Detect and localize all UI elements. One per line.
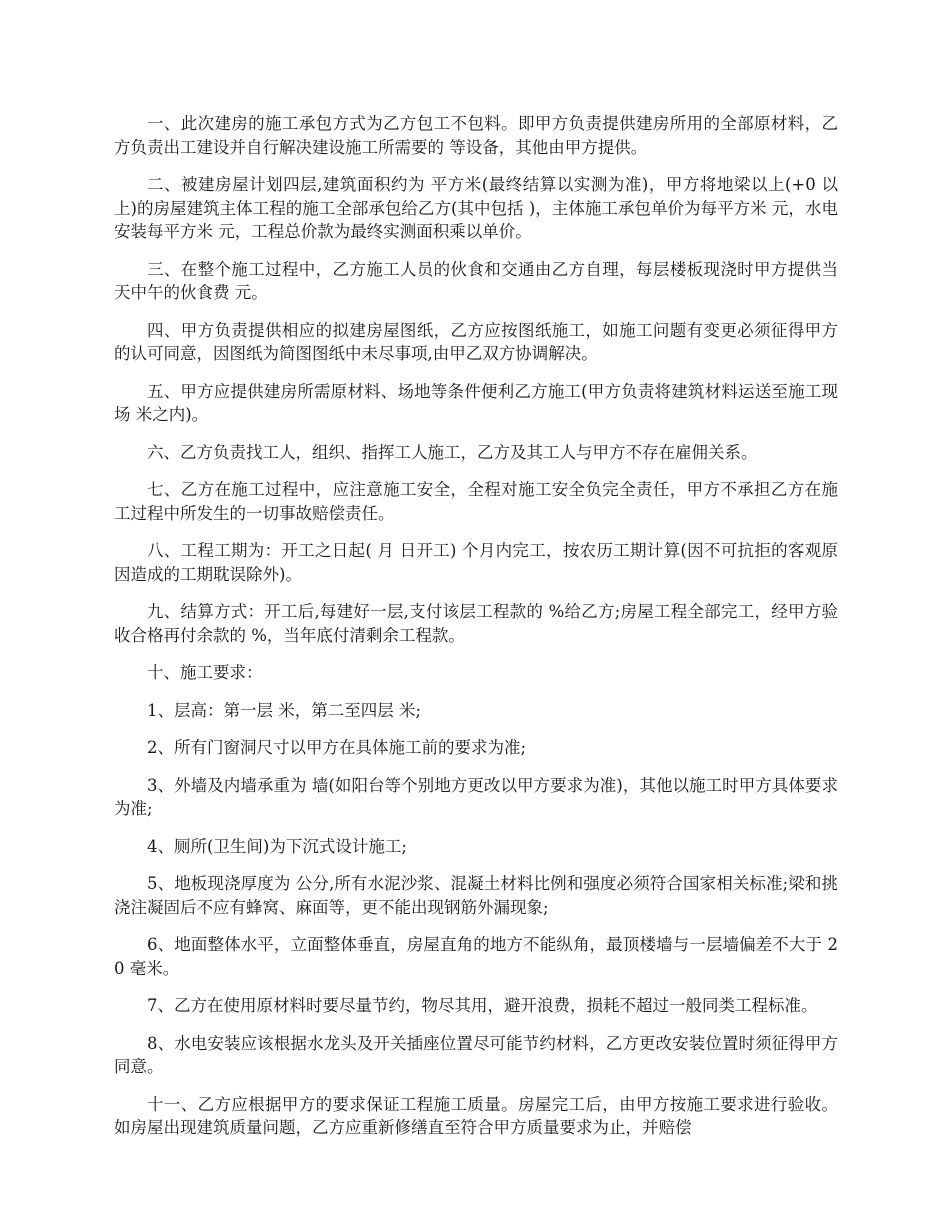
requirement-4: 4、厕所(卫生间)为下沉式设计施工; — [147, 836, 407, 856]
requirement-7: 7、乙方在使用原材料时要尽量节约，物尽其用，避开浪费，损耗不超过一般同类工程标准。 — [147, 996, 818, 1015]
requirement-8: 8、水电安装应该根据水龙头及开关插座位置尽可能节约材料，乙方更改安装位置时须征得甲方同意。 — [114, 1033, 838, 1076]
clause-2: 二、被建房屋计划四层,建筑面积约为 平方米(最终结算以实测为准)，甲方将地梁以上(+0 以上)的房屋建筑主体工程的施工全部承包给乙方(其中包括 )，主体施工承包单价为每平方米 元，水电安装每平方米 元，工程总价款为最终实测面积乘以单价。 — [114, 175, 838, 241]
clause-3: 三、在整个施工过程中，乙方施工人员的伙食和交通由乙方自理，每层楼板现浇时甲方提供当天中午的伙食费 元。 — [114, 259, 838, 302]
requirement-1: 1、层高：第一层 米，第二至四层 米; — [147, 700, 422, 720]
clause-8: 八、工程工期为：开工之日起( 月 日开工) 个月内完工，按农历工期计算(因不可抗拒的客观原因造成的工期耽误除外)。 — [114, 541, 838, 584]
clause-5: 五、甲方应提供建房所需原材料、场地等条件便利乙方施工(甲方负责将建筑材料运送至施工现场 米之内)。 — [114, 381, 838, 424]
clause-7: 七、乙方在施工过程中，应注意施工安全，全程对施工安全负完全责任，甲方不承担乙方在施工过程中所发生的一切事故赔偿责任。 — [114, 480, 838, 523]
requirement-6: 6、地面整体水平，立面整体垂直，房屋直角的地方不能纵角，最顶楼墙与一层墙偏差不大于 20 毫米。 — [114, 935, 838, 978]
document-body — [114, 112, 838, 1154]
clause-10-heading: 十、施工要求： — [147, 663, 263, 682]
clause-6: 六、乙方负责找工人，组织、指挥工人施工，乙方及其工人与甲方不存在雇佣关系。 — [147, 442, 758, 462]
requirement-3: 3、外墙及内墙承重为 墙(如阳台等个别地方更改以甲方要求为准)，其他以施工时甲方具体要求为准; — [114, 775, 838, 818]
requirement-2: 2、所有门窗洞尺寸以甲方在具体施工前的要求为准; — [147, 738, 527, 757]
clause-11: 十一、乙方应根据甲方的要求保证工程施工质量。房屋完工后，由甲方按施工要求进行验收。如房屋出现建筑质量问题，乙方应重新修缮直至符合甲方质量要求为止，并赔偿 — [114, 1094, 838, 1137]
clause-1: 一、此次建房的施工承包方式为乙方包工不包料。即甲方负责提供建房所用的全部原材料，乙方负责出工建设并自行解决建设施工所需要的 等设备，其他由甲方提供。 — [114, 114, 838, 157]
clause-9: 九、结算方式：开工后,每建好一层,支付该层工程款的 %给乙方;房屋工程全部完工，经甲方验收合格再付余款的 %，当年底付清剩余工程款。 — [114, 602, 838, 645]
requirement-5: 5、地板现浇厚度为 公分,所有水泥沙浆、混凝土材料比例和强度必须符合国家相关标准;梁和挑浇注凝固后不应有蜂窝、麻面等，更不能出现钢筋外漏现象; — [114, 874, 838, 917]
clause-4: 四、甲方负责提供相应的拟建房屋图纸，乙方应按图纸施工，如施工问题有变更必须征得甲方的认可同意，因图纸为简图图纸中未尽事项,由甲乙双方协调解决。 — [114, 320, 838, 363]
